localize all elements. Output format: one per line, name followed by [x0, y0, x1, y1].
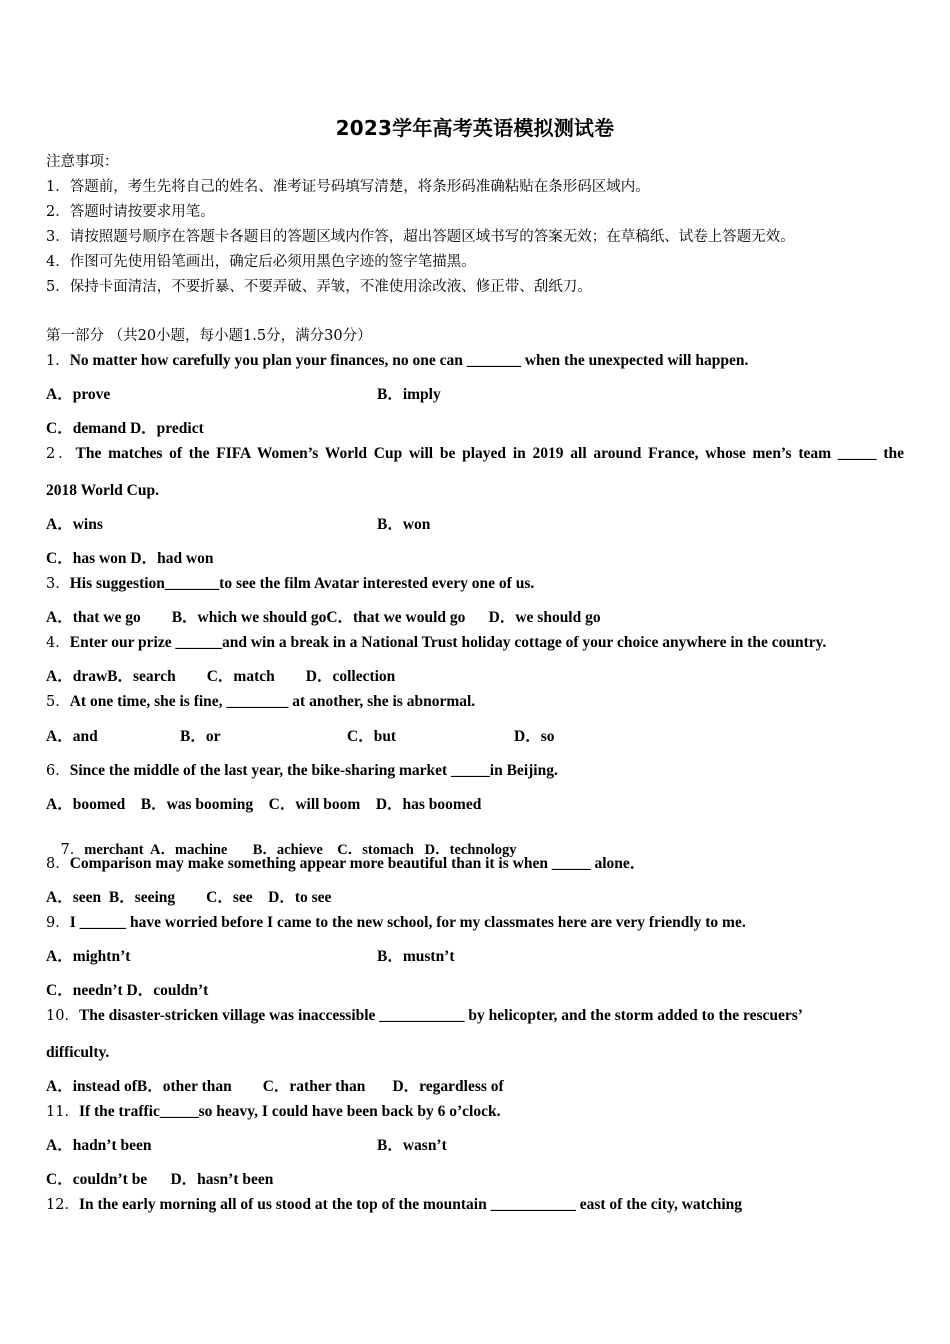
question-6: [46, 761, 558, 781]
question-number: 12．: [46, 1197, 79, 1213]
option-b: B．wasn’t: [377, 1137, 447, 1154]
question-text: The disaster-stricken village was inaccessible ___________ by helicopter, and the storm added to the rescuers’: [78, 1007, 803, 1024]
section-heading: 第一部分 （共20小题，每小题1.5分，满分30分）: [46, 328, 372, 344]
options-row: [46, 1136, 904, 1156]
options-row: A．seen B．seeing C．see D．to see: [46, 889, 332, 906]
question-text: In the early morning all of us stood at the top of the mountain ___________ east of the city, watching: [78, 1196, 743, 1213]
question-11: [46, 1102, 500, 1122]
question-number: 5．: [46, 694, 70, 710]
question-text: Enter our prize ______and win a break in a National Trust holiday cottage of your choice anywhere in the country.: [69, 634, 827, 651]
question-number: 9．: [46, 915, 70, 931]
note-item: 5．保持卡面清洁，不要折暴、不要弄破、弄皱，不准使用涂改液、修正带、刮纸刀。: [46, 279, 592, 295]
question-number: 8．: [46, 856, 70, 872]
question-continuation: difficulty.: [46, 1044, 110, 1061]
note-item: 4．作图可先使用铅笔画出，确定后必须用黑色字迹的签字笔描黑。: [46, 254, 476, 270]
options-row: A．boomed B．was booming C．will boom D．has boomed: [46, 796, 482, 813]
options-row: A．that we go B．which we should goC．that we would go D．we should go: [46, 609, 601, 626]
option-cd: C．needn’t D．couldn’t: [46, 982, 209, 999]
note-item: 3．请按照题号顺序在答题卡各题目的答题区域内作答，超出答题区域书写的答案无效；在草稿纸、试卷上答题无效。: [46, 229, 795, 245]
question-10: [46, 1006, 803, 1026]
question-9: [46, 913, 746, 933]
option-cd: C．has won D．had won: [46, 550, 214, 567]
question-4: [46, 633, 826, 653]
options-row: A．drawB．search C．match D．collection: [46, 668, 396, 685]
options-row: [46, 385, 904, 405]
question-continuation: 2018 World Cup.: [46, 482, 159, 499]
question-number: 4．: [46, 635, 70, 651]
question-text: I ______ have worried before I came to the new school, for my classmates here are very friendly to me.: [69, 914, 746, 931]
options-row: [46, 727, 904, 747]
question-number: 1．: [46, 353, 70, 369]
option-b: B．imply: [377, 386, 441, 403]
question-5: [46, 692, 475, 712]
options-row: [46, 947, 904, 967]
question-number: 7．: [60, 842, 85, 858]
option-b: B．mustn’t: [377, 948, 455, 965]
question-text: At one time, she is fine, ________ at another, she is abnormal.: [69, 693, 476, 710]
question-text: Comparison may make something appear more beautiful than it is when _____ alone．: [69, 855, 646, 872]
question-number: 6．: [46, 763, 70, 779]
question-number: 10．: [46, 1008, 79, 1024]
note-item: 2．答题时请按要求用笔。: [46, 204, 215, 220]
option-a: A．and: [46, 728, 98, 745]
question-text: No matter how carefully you plan your finances, no one can _______ when the unexpected will happen.: [69, 352, 749, 369]
question-8: [46, 854, 645, 874]
notes-heading: 注意事项：: [46, 154, 119, 170]
option-d: D．so: [514, 728, 555, 745]
question-number: 2．: [46, 446, 76, 462]
option-b: B．or: [180, 728, 221, 745]
question-number: 3．: [46, 576, 70, 592]
question-number: 11．: [46, 1104, 79, 1120]
question-text: merchant A．machine B．achieve C．stomach D．technology: [84, 842, 517, 858]
option-a: A．mightn’t: [46, 948, 131, 965]
question-text: His suggestion_______to see the film Avatar interested every one of us.: [69, 575, 535, 592]
option-cd: C．demand D．predict: [46, 420, 204, 437]
option-cd: C．couldn’t be D．hasn’t been: [46, 1171, 274, 1188]
page-title: 2023学年高考英语模拟测试卷: [335, 116, 615, 140]
question-text: If the traffic_____so heavy, I could have been back by 6 o’clock.: [78, 1103, 501, 1120]
options-row: [46, 515, 904, 535]
option-a: A．hadn’t been: [46, 1137, 152, 1154]
question-3: [46, 574, 534, 594]
option-a: A．prove: [46, 386, 111, 403]
option-b: B．won: [377, 516, 431, 533]
option-a: A．wins: [46, 516, 103, 533]
question-text: Since the middle of the last year, the bike-sharing market _____in Beijing.: [69, 762, 558, 779]
question-text: The matches of the FIFA Women’s World Cup will be played in 2019 all around France, whose men’s team _____ the: [75, 445, 904, 462]
option-c: C．but: [347, 728, 397, 745]
options-row: A．instead ofB．other than C．rather than D．regardless of: [46, 1078, 504, 1095]
question-1: [46, 351, 748, 371]
question-2: [46, 444, 904, 464]
question-12: [46, 1195, 742, 1215]
note-item: 1．答题前，考生先将自己的姓名、准考证号码填写清楚，将条形码准确粘贴在条形码区域内。: [46, 179, 650, 195]
